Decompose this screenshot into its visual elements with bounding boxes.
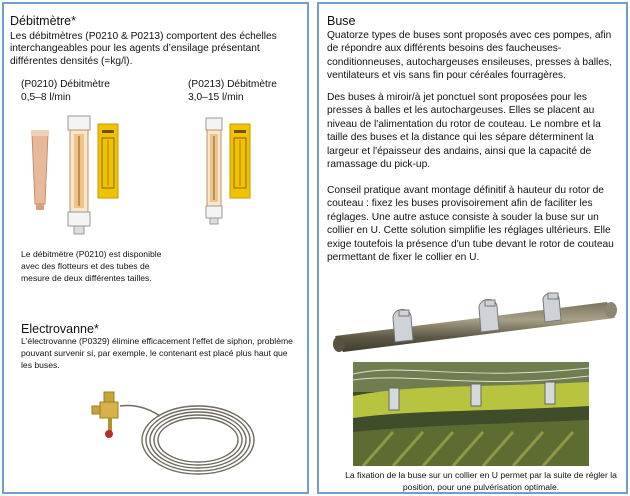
flowmeter-description: Les débitmètres (P0210 & P0213) comportent des échelles interchangeables pour les agents d’ensilage présentant différentes densités (=kg/l).	[10, 31, 277, 67]
flowmeter-title: Débitmètre*	[10, 14, 76, 28]
flowmeter-p0213-image	[192, 112, 312, 242]
flowmeter-p0210-image	[22, 112, 162, 242]
meter1-code: (P0210) Débitmètre	[21, 79, 110, 90]
u-clamp-pipe-image	[329, 284, 621, 356]
solenoid-valve-description: L'électrovanne (P0329) élimine efficacement l'effet de siphon, problème pouvant survenir si, par exemple, le contenant est placé plus haut que les buses.	[21, 336, 293, 370]
solenoid-valve-image	[90, 382, 260, 494]
nozzle-paragraph-3: Conseil pratique avant montage définitif à hauteur du rotor de couteau : fixez les buses provisoirement afin de faciliter les réglages. Une autre astuce consiste à souder la buse sur un collier en U. Cette solution simplifie les réglages ultérieurs. Elle exige toutefois la présence d'un tube devant le rotor de couteau permettant de fixer le collier en U.	[327, 185, 614, 264]
photo-caption: La fixation de la buse sur un collier en U permet par la suite de régler la position, pour une pulvérisation optimale.	[345, 470, 617, 492]
nozzle-mounted-photo	[353, 362, 589, 466]
meter1-range: 0,5–8 l/min	[21, 92, 71, 103]
nozzle-title: Buse	[327, 14, 356, 28]
nozzle-paragraph-1: Quatorze types de buses sont proposés avec ces pompes, afin de répondre aux différents besoins des faucheuses-conditionneuses, autochargeuses ensileuses, presses à balles, ventilateurs et vis sans fin pour céréales fourragères.	[327, 30, 612, 82]
solenoid-valve-title: Electrovanne*	[21, 322, 99, 336]
flowmeter-panel	[2, 2, 309, 494]
flowmeter-note: Le débitmètre (P0210) est disponible avec des flotteurs et des tubes de mesure de deux différentes tailles.	[21, 249, 162, 283]
meter2-range: 3,0–15 l/min	[188, 92, 244, 103]
nozzle-panel	[317, 2, 628, 494]
meter2-code: (P0213) Débitmètre	[188, 79, 277, 90]
nozzle-paragraph-2: Des buses à miroir/à jet ponctuel sont proposées pour les presses à balles et les autochargeuses. Elles se placent au niveau de l'alimentation du rotor de couteau. Le nombre et la taille des buses et la distance qui les sépare déterminent la largeur et l'épaisseur des andains, ainsi que la capacité de ramassage du pick-up.	[327, 92, 601, 171]
